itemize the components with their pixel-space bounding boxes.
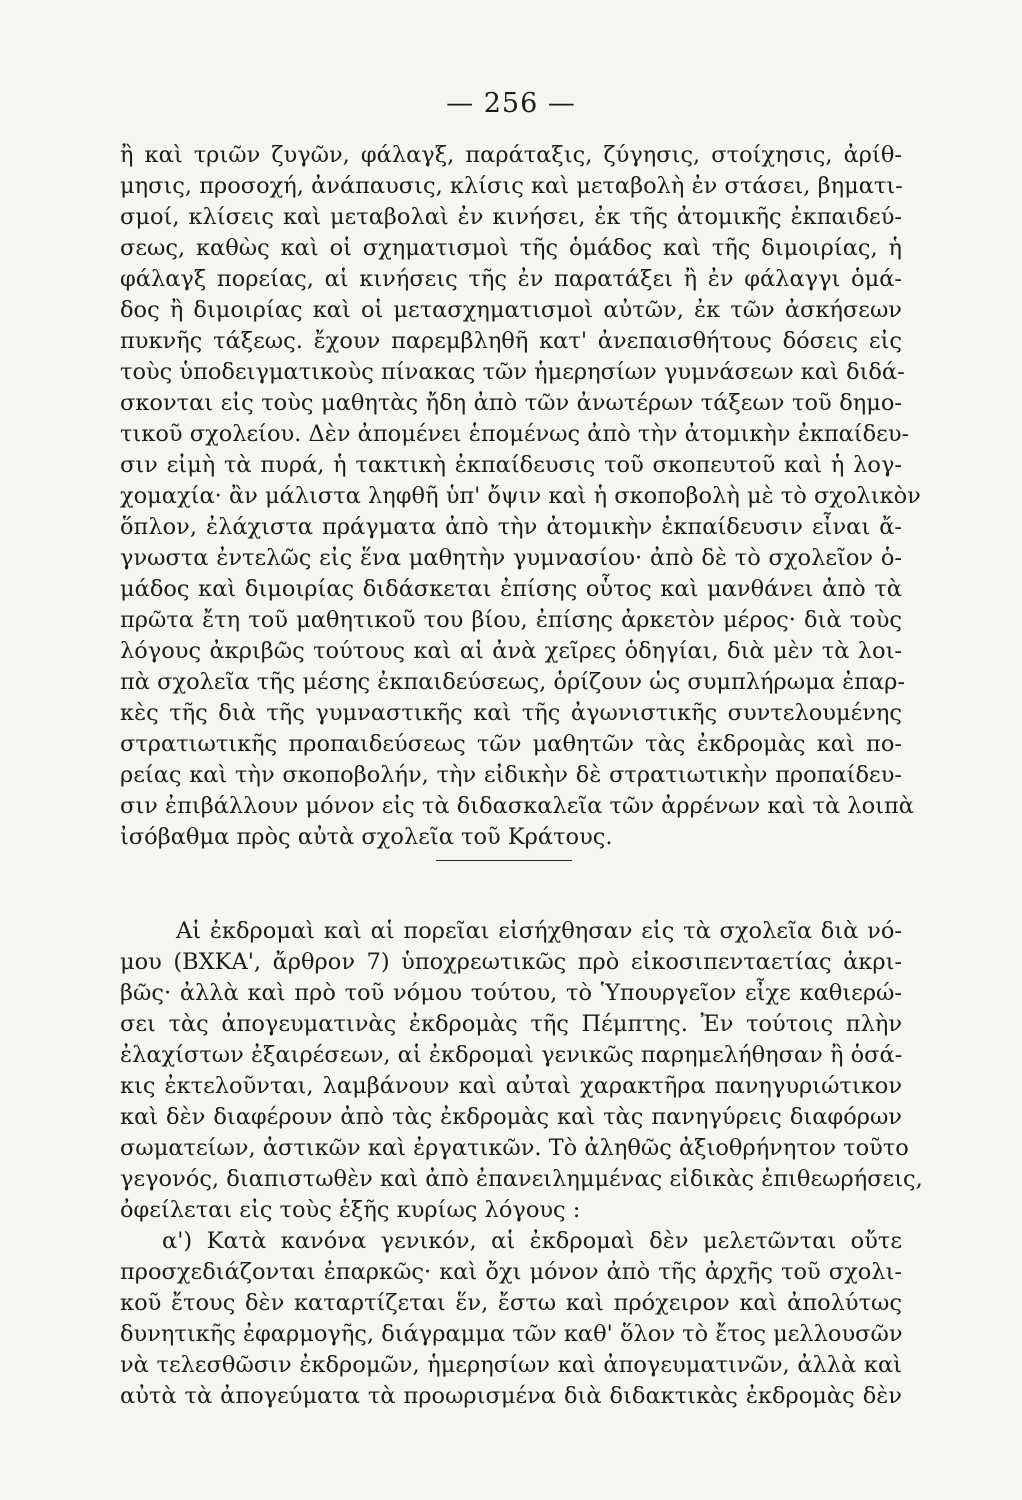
- page-number: — 256 —: [446, 88, 576, 119]
- text-line: ὀφείλεται εἰς τοὺς ἑξῆς κυρίως λόγους :: [120, 1197, 581, 1223]
- text-line: σει τὰς ἀπογευματινὰς ἐκδρομὰς τῆς Πέμπτης. Ἐν τούτοις πλὴν: [120, 1011, 902, 1037]
- text-line: μάδος καὶ διμοιρίας διδάσκεται ἐπίσης οὗτος καὶ μανθάνει ἀπὸ τὰ: [120, 576, 902, 602]
- text-line: ὅπλον, ἐλάχιστα πράγματα ἀπὸ τὴν ἀτομικὴν ἐκπαίδευσιν εἶναι ἄ-: [120, 514, 902, 540]
- text-line: ἰσόβαθμα πρὸς αὐτὰ σχολεῖα τοῦ Κράτους.: [120, 824, 613, 850]
- text-line: πυκνῆς τάξεως. ἔχουν παρεμβληθῆ κατ' ἀνεπαισθήτους δόσεις εἰς: [120, 328, 902, 354]
- text-line: αὐτὰ τὰ ἀπογεύματα τὰ προωρισμένα διὰ διδακτικὰς ἐκδρομὰς δὲν: [120, 1383, 902, 1409]
- text-line: σιν ἐπιβάλλουν μόνον εἰς τὰ διδασκαλεῖα τῶν ἀρρένων καὶ τὰ λοιπὰ: [120, 793, 914, 819]
- text-line: γεγονός, διαπιστωθὲν καὶ ἀπὸ ἐπανειλημμένας εἰδικὰς ἐπιθεωρήσεις,: [120, 1166, 923, 1192]
- text-line: ρείας καὶ τὴν σκοποβολήν, τὴν εἰδικὴν δὲ στρατιωτικὴν προπαίδευ-: [120, 762, 902, 788]
- text-line: νὰ τελεσθῶσιν ἐκδρομῶν, ἡμερησίων καὶ ἀπογευματινῶν, ἀλλὰ καὶ: [120, 1352, 902, 1378]
- text-line: μησις, προσοχή, ἀνάπαυσις, κλίσις καὶ μεταβολὴ ἐν στάσει, βηματι-: [120, 173, 903, 199]
- text-line: κὲς τῆς διὰ τῆς γυμναστικῆς καὶ τῆς ἀγωνιστικῆς συντελουμένης: [120, 700, 902, 726]
- text-line: προσχεδιάζονται ἐπαρκῶς· καὶ ὄχι μόνον ἀπὸ τῆς ἀρχῆς τοῦ σχολι-: [120, 1259, 902, 1285]
- text-line: φάλαγξ πορείας, αἱ κινήσεις τῆς ἐν παρατάξει ἢ ἐν φάλαγγι ὁμά-: [120, 266, 902, 292]
- text-line: πρῶτα ἔτη τοῦ μαθητικοῦ του βίου, ἐπίσης ἀρκετὸν μέρος· διὰ τοὺς: [120, 607, 902, 633]
- text-line: σεως, καθὼς καὶ οἱ σχηματισμοὶ τῆς ὁμάδος καὶ τῆς διμοιρίας, ἡ: [120, 235, 902, 261]
- text-line: σωματείων, ἀστικῶν καὶ ἐργατικῶν. Τὸ ἀληθῶς ἀξιοθρήνητον τοῦτο: [120, 1135, 909, 1161]
- text-line: μου (ΒΧΚΑ', ἄρθρον 7) ὑποχρεωτικῶς πρὸ εἰκοσιπενταετίας ἀκρι-: [120, 949, 902, 975]
- text-line: ἐλαχίστων ἐξαιρέσεων, αἱ ἐκδρομαὶ γενικῶς παρημελήθησαν ἢ ὁσά-: [120, 1042, 903, 1068]
- text-line: βῶς· ἀλλὰ καὶ πρὸ τοῦ νόμου τούτου, τὸ Ὑπουργεῖον εἶχε καθιερώ-: [120, 980, 902, 1006]
- text-line: λόγους ἀκριβῶς τούτους καὶ αἱ ἀνὰ χεῖρες ὁδηγίαι, διὰ μὲν τὰ λοι-: [120, 638, 902, 664]
- text-line: σιν εἰμὴ τὰ πυρά, ἡ τακτικὴ ἐκπαίδευσις τοῦ σκοπευτοῦ καὶ ἡ λογ-: [120, 452, 902, 478]
- text-line: α') Κατὰ κανόνα γενικόν, αἱ ἐκδρομαὶ δὲν μελετῶνται οὔτε: [162, 1228, 902, 1254]
- text-line: δος ἢ διμοιρίας καὶ οἱ μετασχηματισμοὶ αὐτῶν, ἐκ τῶν ἀσκήσεων: [120, 297, 902, 323]
- text-line: χομαχία· ἂν μάλιστα ληφθῆ ὑπ' ὄψιν καὶ ἡ σκοποβολὴ μὲ τὸ σχολικὸν: [120, 483, 921, 509]
- section-divider: [436, 860, 572, 861]
- text-line: κις ἐκτελοῦνται, λαμβάνουν καὶ αὐταὶ χαρακτῆρα πανηγυριώτικον: [120, 1073, 902, 1099]
- text-line: γνωστα ἐντελῶς εἰς ἕνα μαθητὴν γυμνασίου· ἀπὸ δὲ τὸ σχολεῖον ὁ-: [120, 545, 902, 571]
- text-line: δυνητικῆς ἐφαρμογῆς, διάγραμμα τῶν καθ' ὅλον τὸ ἔτος μελλουσῶν: [120, 1321, 903, 1347]
- text-line: σκονται εἰς τοὺς μαθητὰς ἤδη ἀπὸ τῶν ἀνωτέρων τάξεων τοῦ δημο-: [120, 390, 902, 416]
- text-line: σμοί, κλίσεις καὶ μεταβολαὶ ἐν κινήσει, ἐκ τῆς ἀτομικῆς ἐκπαιδεύ-: [120, 204, 902, 230]
- text-line: Αἱ ἐκδρομαὶ καὶ αἱ πορεῖαι εἰσήχθησαν εἰς τὰ σχολεῖα διὰ νό-: [176, 918, 902, 944]
- text-line: καὶ δὲν διαφέρουν ἀπὸ τὰς ἐκδρομὰς καὶ τὰς πανηγύρεις διαφόρων: [120, 1104, 902, 1130]
- text-line: τοὺς ὑποδειγματικοὺς πίνακας τῶν ἡμερησίων γυμνάσεων καὶ διδά-: [120, 359, 905, 385]
- text-line: ἢ καὶ τριῶν ζυγῶν, φάλαγξ, παράταξις, ζύγησις, στοίχησις, ἀρίθ-: [120, 142, 902, 168]
- text-line: τικοῦ σχολείου. Δὲν ἀπομένει ἑπομένως ἀπὸ τὴν ἀτομικὴν ἐκπαίδευ-: [120, 421, 910, 447]
- text-line: στρατιωτικῆς προπαιδεύσεως τῶν μαθητῶν τὰς ἐκδρομὰς καὶ πο-: [120, 731, 902, 757]
- text-line: πὰ σχολεῖα τῆς μέσης ἐκπαιδεύσεως, ὁρίζουν ὡς συμπλήρωμα ἐπαρ-: [120, 669, 905, 695]
- text-line: κοῦ ἔτους δὲν καταρτίζεται ἕν, ἔστω καὶ πρόχειρον καὶ ἀπολύτως: [120, 1290, 902, 1316]
